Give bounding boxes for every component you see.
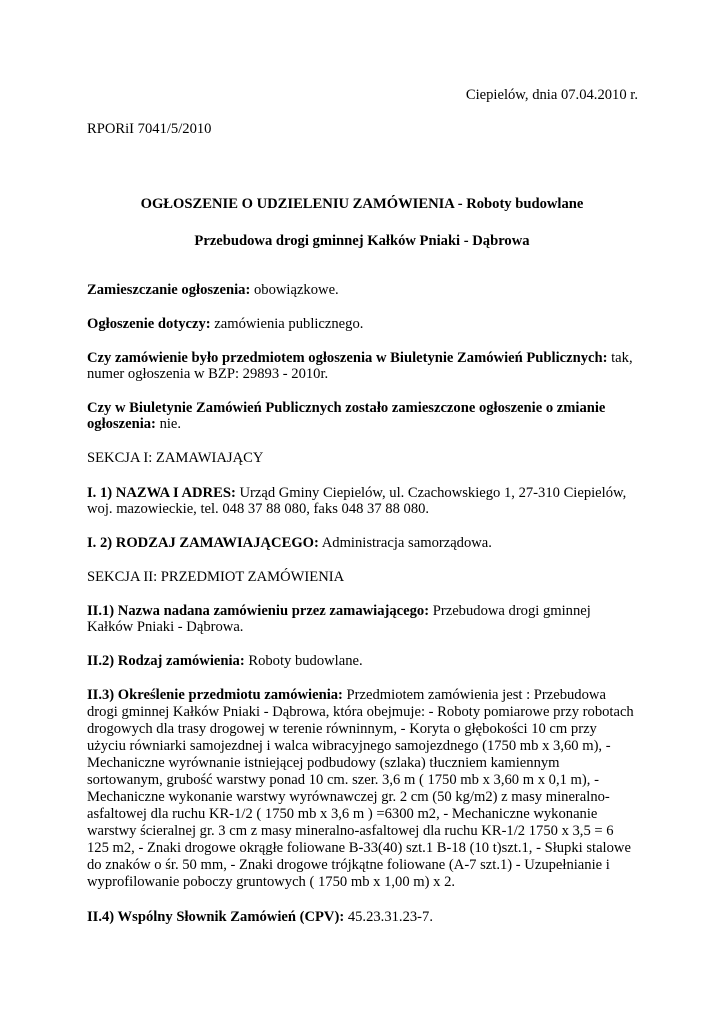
change-label-line-1 [87,400,643,417]
bzp-field-line-1 [87,350,643,367]
order-kind-value: Roboty budowlane. [244,653,363,669]
reference-number: RPORiI 7041/5/2010 [87,121,212,137]
scope-line-12: wyprofilowanie poboczy gruntowych ( 1750 mb x 1,00 m) x 2. [87,874,456,890]
scope-line-8: asfaltowej dla ruchu KR-1/2 ( 1750 mb x 3,6 m ) =6300 m2, - Mechaniczne wykonanie [87,806,598,822]
name-address-line-1 [87,485,643,502]
concerns-label: Ogłoszenie dotyczy: [87,316,211,332]
scope-line-9: warstwy ścieralnej gr. 3 cm z masy mineralno-asfaltowej dla ruchu KR-1/2 1750 x 3,5 = 6 [87,823,614,839]
section-2-heading: SEKCJA II: PRZEDMIOT ZAMÓWIENIA [87,569,345,585]
bzp-number: numer ogłoszenia w BZP: 29893 - 2010r. [87,366,329,382]
scope-text: Przedmiotem zamówienia jest : Przebudowa [342,687,606,703]
order-kind-label: II.2) Rodzaj zamówienia: [87,653,245,669]
posting-label: Zamieszczanie ogłoszenia: [87,282,251,298]
section-1-heading: SEKCJA I: ZAMAWIAJĄCY [87,450,264,466]
posting-value: obowiązkowe. [250,282,339,298]
change-label-end: ogłoszenia: [87,416,156,432]
scope-line-5: Mechaniczne wyrównanie istniejącej podbudowy (szlaka) tłuczniem kamiennym [87,755,560,771]
scope-line-11: do znaków o śr. 50 mm, - Znaki drogowe trójkątne foliowane (A-7 szt.1) - Uzupełnianie i [87,857,610,873]
posting-field [87,282,643,299]
document-title: OGŁOSZENIE O UDZIELENIU ZAMÓWIENIA - Roboty budowlane [140,196,584,212]
change-value: nie. [155,416,182,432]
cpv-field [87,909,643,926]
scope-line-6: sortowanym, grubość warstwy ponad 10 cm. szer. 3,6 m ( 1750 mb x 3,60 m x 0,1 m), - [87,772,599,788]
order-kind-field [87,653,643,670]
scope-line-2: drogi gminnej Kałków Pniaki - Dąbrowa, która obejmuje: - Roboty pomiarowe przy robotach [87,704,634,720]
name-address-value: Urząd Gminy Ciepielów, ul. Czachowskiego 1, 27-310 Ciepielów, [235,485,627,501]
order-title-label: II.1) Nazwa nadana zamówieniu przez zamawiającego: [87,603,430,619]
change-label-text: Czy w Biuletynie Zamówień Publicznych zostało zamieszczone ogłoszenie o zmianie [87,400,606,416]
change-field-line-2 [87,416,643,433]
order-title-value: Przebudowa drogi gminnej [429,603,591,619]
name-address-label: I. 1) NAZWA I ADRES: [87,485,236,501]
cpv-label: II.4) Wspólny Słownik Zamówień (CPV): [87,909,345,925]
scope-line-3: drogowych dla trasy drogowej w terenie równinnym, - Koryta o głębokości 10 cm przy [87,721,597,737]
scope-line-4: użyciu równiarki samojezdnej i walca wibracyjnego samojezdnego (1750 mb x 3,60 m), - [87,738,611,754]
scope-line-1 [87,687,643,704]
cpv-value: 45.23.31.23-7. [344,909,433,925]
contracting-type-value: Administracja samorządowa. [318,535,492,551]
contracting-type-field [87,535,643,552]
concerns-field [87,316,643,333]
concerns-value: zamówienia publicznego. [210,316,364,332]
scope-line-10: 125 m2, - Znaki drogowe okrągłe foliowane B-33(40) szt.1 B-18 (10 t)szt.1, - Słupki stalowe [87,840,631,856]
document-subtitle: Przebudowa drogi gminnej Kałków Pniaki - Dąbrowa [194,233,530,249]
order-title-line-1 [87,603,643,620]
document-date: Ciepielów, dnia 07.04.2010 r. [465,87,638,103]
contracting-type-label: I. 2) RODZAJ ZAMAWIAJĄCEGO: [87,535,319,551]
scope-line-7: Mechaniczne wykonanie warstwy wyrównawczej gr. 2 cm (50 kg/m2) z masy mineralno- [87,789,610,805]
bzp-label: Czy zamówienie było przedmiotem ogłoszenia w Biuletynie Zamówień Publicznych: [87,350,608,366]
bzp-value: tak, [607,350,633,366]
scope-label: II.3) Określenie przedmiotu zamówienia: [87,687,343,703]
order-title-line-2: Kałków Pniaki - Dąbrowa. [87,619,244,635]
name-address-line-2: woj. mazowieckie, tel. 048 37 88 080, faks 048 37 88 080. [87,501,430,517]
